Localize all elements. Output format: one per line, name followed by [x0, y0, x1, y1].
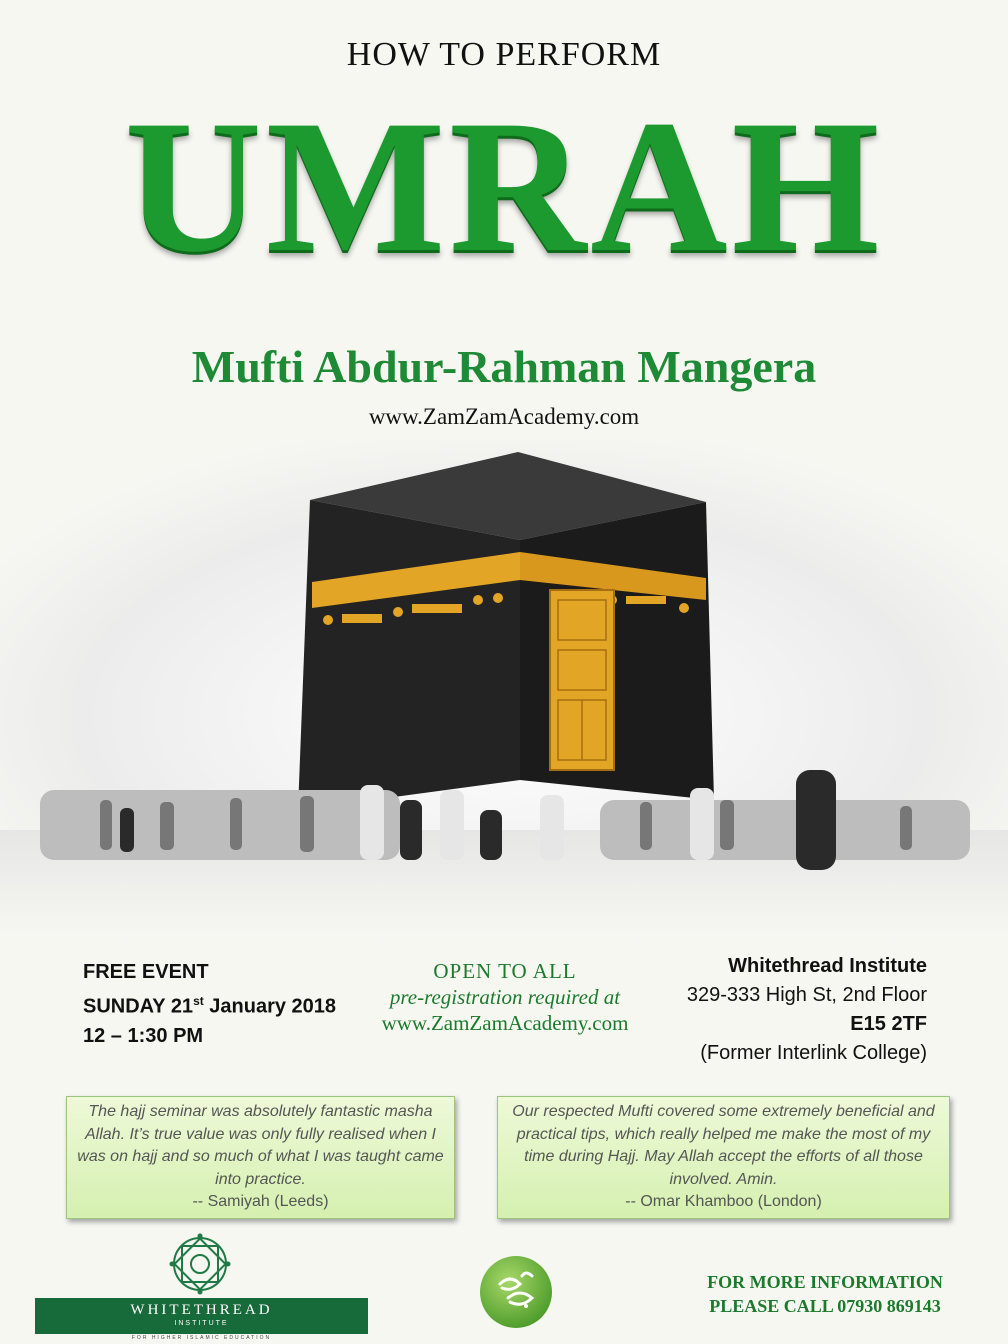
kaaba-illustration	[0, 440, 1008, 940]
event-date-suffix: st	[193, 994, 204, 1008]
zamzam-calligraphy-icon	[478, 1254, 554, 1330]
event-date	[83, 987, 336, 1022]
event-details	[83, 958, 336, 1051]
org-tagline: FOR HIGHER ISLAMIC EDUCATION	[131, 1335, 272, 1341]
contact-info	[680, 1270, 970, 1318]
event-date-rest: January 2018	[203, 995, 337, 1018]
org-name: WHITETHREAD	[130, 1302, 273, 1318]
org-subtitle: INSTITUTE	[174, 1320, 229, 1327]
testimonial-box	[497, 1096, 950, 1219]
testimonial-author: -- Samiyah (Leeds)	[192, 1193, 329, 1210]
registration-link[interactable]: www.ZamZamAcademy.com	[381, 1011, 629, 1035]
testimonial-box	[66, 1096, 455, 1219]
testimonial-author: -- Omar Khamboo (London)	[625, 1193, 822, 1210]
whitethread-logo-bar	[35, 1298, 368, 1334]
geometric-star-icon	[168, 1232, 232, 1296]
registration-note: pre-registration required at	[389, 985, 621, 1009]
venue-name: Whitethread Institute	[728, 955, 927, 977]
speaker-name: Mufti Abdur-Rahman Mangera	[191, 341, 817, 392]
venue-note: (Former Interlink College)	[700, 1042, 927, 1064]
main-title: UMRAH	[124, 82, 884, 292]
website-link[interactable]: www.ZamZamAcademy.com	[368, 404, 640, 429]
event-date-day: SUNDAY 21	[83, 995, 194, 1018]
open-to-all: OPEN TO ALL	[433, 959, 577, 983]
more-info-label: FOR MORE INFORMATION	[707, 1272, 943, 1292]
venue-street: 329-333 High St, 2nd Floor	[686, 984, 927, 1006]
venue-info	[600, 952, 927, 1068]
testimonial-text: Our respected Mufti covered some extremely beneficial and practical tips, which really helped me make the most of my time during Hajj. May Allah accept the efforts of all those involved. Amin.	[512, 1103, 935, 1188]
testimonial-text: The hajj seminar was absolutely fantastic masha Allah. It’s true value was only fully realised when I was on hajj and so much of what I was taught came into practice.	[77, 1103, 444, 1188]
kicker-heading: HOW TO PERFORM	[346, 36, 662, 73]
venue-postcode: E15 2TF	[850, 1013, 927, 1035]
phone-contact[interactable]: PLEASE CALL 07930 869143	[709, 1296, 941, 1316]
free-event-label: FREE EVENT	[83, 961, 209, 983]
event-time: 12 – 1:30 PM	[83, 1024, 204, 1047]
